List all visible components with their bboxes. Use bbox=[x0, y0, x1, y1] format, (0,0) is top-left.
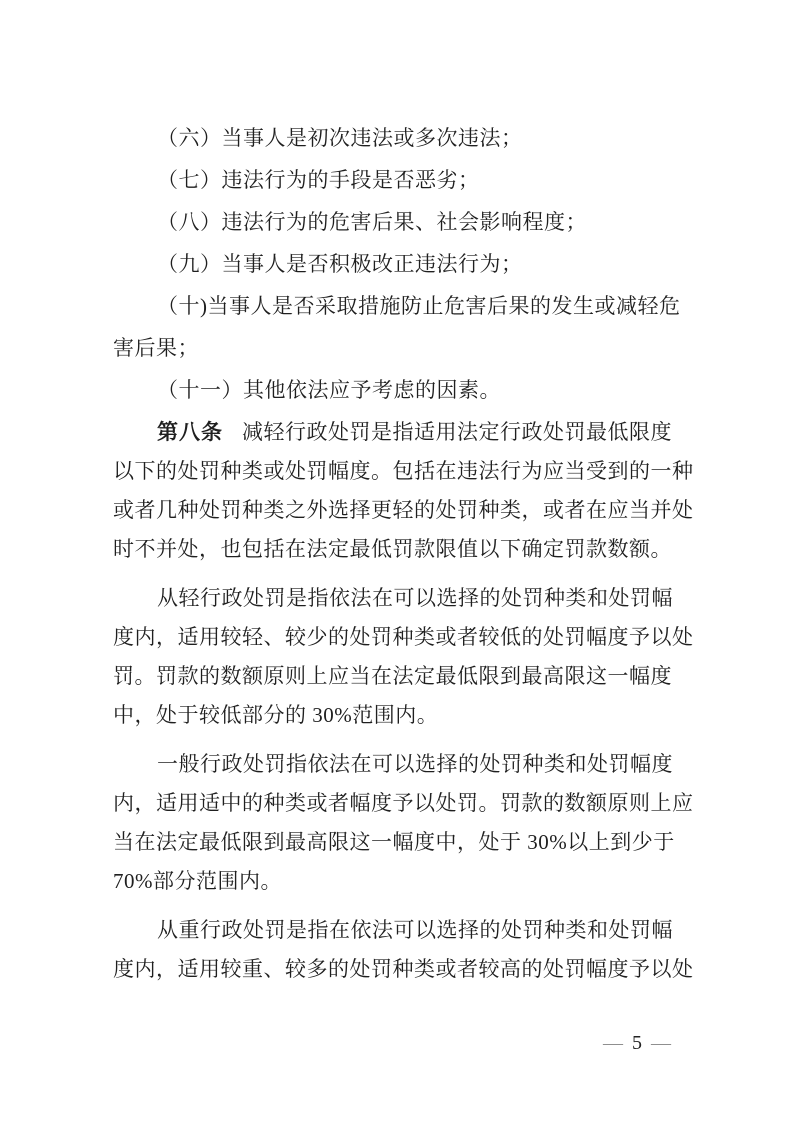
list-item bbox=[113, 159, 680, 201]
list-item bbox=[113, 285, 680, 369]
text-line: 罚。罚款的数额原则上应当在法定最低限到最高限这一幅度 bbox=[113, 664, 672, 688]
text-line: （七）违法行为的手段是否恶劣； bbox=[157, 168, 480, 192]
article-number: 第八条 bbox=[157, 420, 223, 444]
text-line: 以下的处罚种类或处罚幅度。包括在违法行为应当受到的一种 bbox=[113, 459, 694, 483]
text-line: 时不并处，也包括在法定最低罚款限值以下确定罚款数额。 bbox=[113, 537, 672, 561]
text-line: 中，处于较低部分的 30%范围内。 bbox=[113, 703, 439, 727]
text-line: 70%部分范围内。 bbox=[113, 869, 282, 893]
text-line: 从重行政处罚是指在依法可以选择的处罚种类和处罚幅 bbox=[157, 918, 673, 942]
text-line: 度内，适用较轻、较少的处罚种类或者较低的处罚幅度予以处 bbox=[113, 625, 694, 649]
text-line: （六）当事人是初次违法或多次违法； bbox=[157, 126, 523, 150]
text-line: 害后果； bbox=[113, 336, 199, 360]
list-item bbox=[113, 117, 680, 159]
list-item bbox=[113, 201, 680, 243]
text-line: 内，适用适中的种类或者幅度予以处罚。罚款的数额原则上应 bbox=[113, 791, 694, 815]
text-line: 或者几种处罚种类之外选择更轻的处罚种类，或者在应当并处 bbox=[113, 498, 694, 522]
page-number-value: 5 bbox=[632, 1032, 642, 1054]
text-line: 一般行政处罚指依法在可以选择的处罚种类和处罚幅度 bbox=[157, 752, 673, 776]
page-number-dash-right: — bbox=[651, 1032, 671, 1054]
page-number-dash-left: — bbox=[603, 1032, 623, 1054]
text-line: 从轻行政处罚是指依法在可以选择的处罚种类和处罚幅 bbox=[157, 586, 673, 610]
text-run: 减轻行政处罚是指适用法定行政处罚最低限度 bbox=[242, 420, 672, 444]
paragraph bbox=[113, 745, 694, 901]
text-line bbox=[113, 413, 680, 452]
text-line: （八）违法行为的危害后果、社会影响程度； bbox=[157, 210, 587, 234]
text-line: （十)当事人是否采取措施防止危害后果的发生或减轻危 bbox=[157, 294, 681, 318]
paragraph bbox=[113, 579, 694, 735]
text-line: 当在法定最低限到最高限这一幅度中，处于 30%以上到少于 bbox=[113, 830, 675, 854]
text-line: （九）当事人是否积极改正违法行为； bbox=[157, 252, 523, 276]
page-number bbox=[594, 1031, 680, 1055]
list-item bbox=[113, 369, 680, 411]
page-content bbox=[113, 117, 694, 989]
paragraph bbox=[113, 911, 694, 989]
text-line: 度内，适用较重、较多的处罚种类或者较高的处罚幅度予以处 bbox=[113, 957, 694, 981]
text-line: （十一）其他依法应予考虑的因素。 bbox=[157, 378, 501, 402]
article-paragraph bbox=[113, 413, 694, 569]
list-item bbox=[113, 243, 680, 285]
